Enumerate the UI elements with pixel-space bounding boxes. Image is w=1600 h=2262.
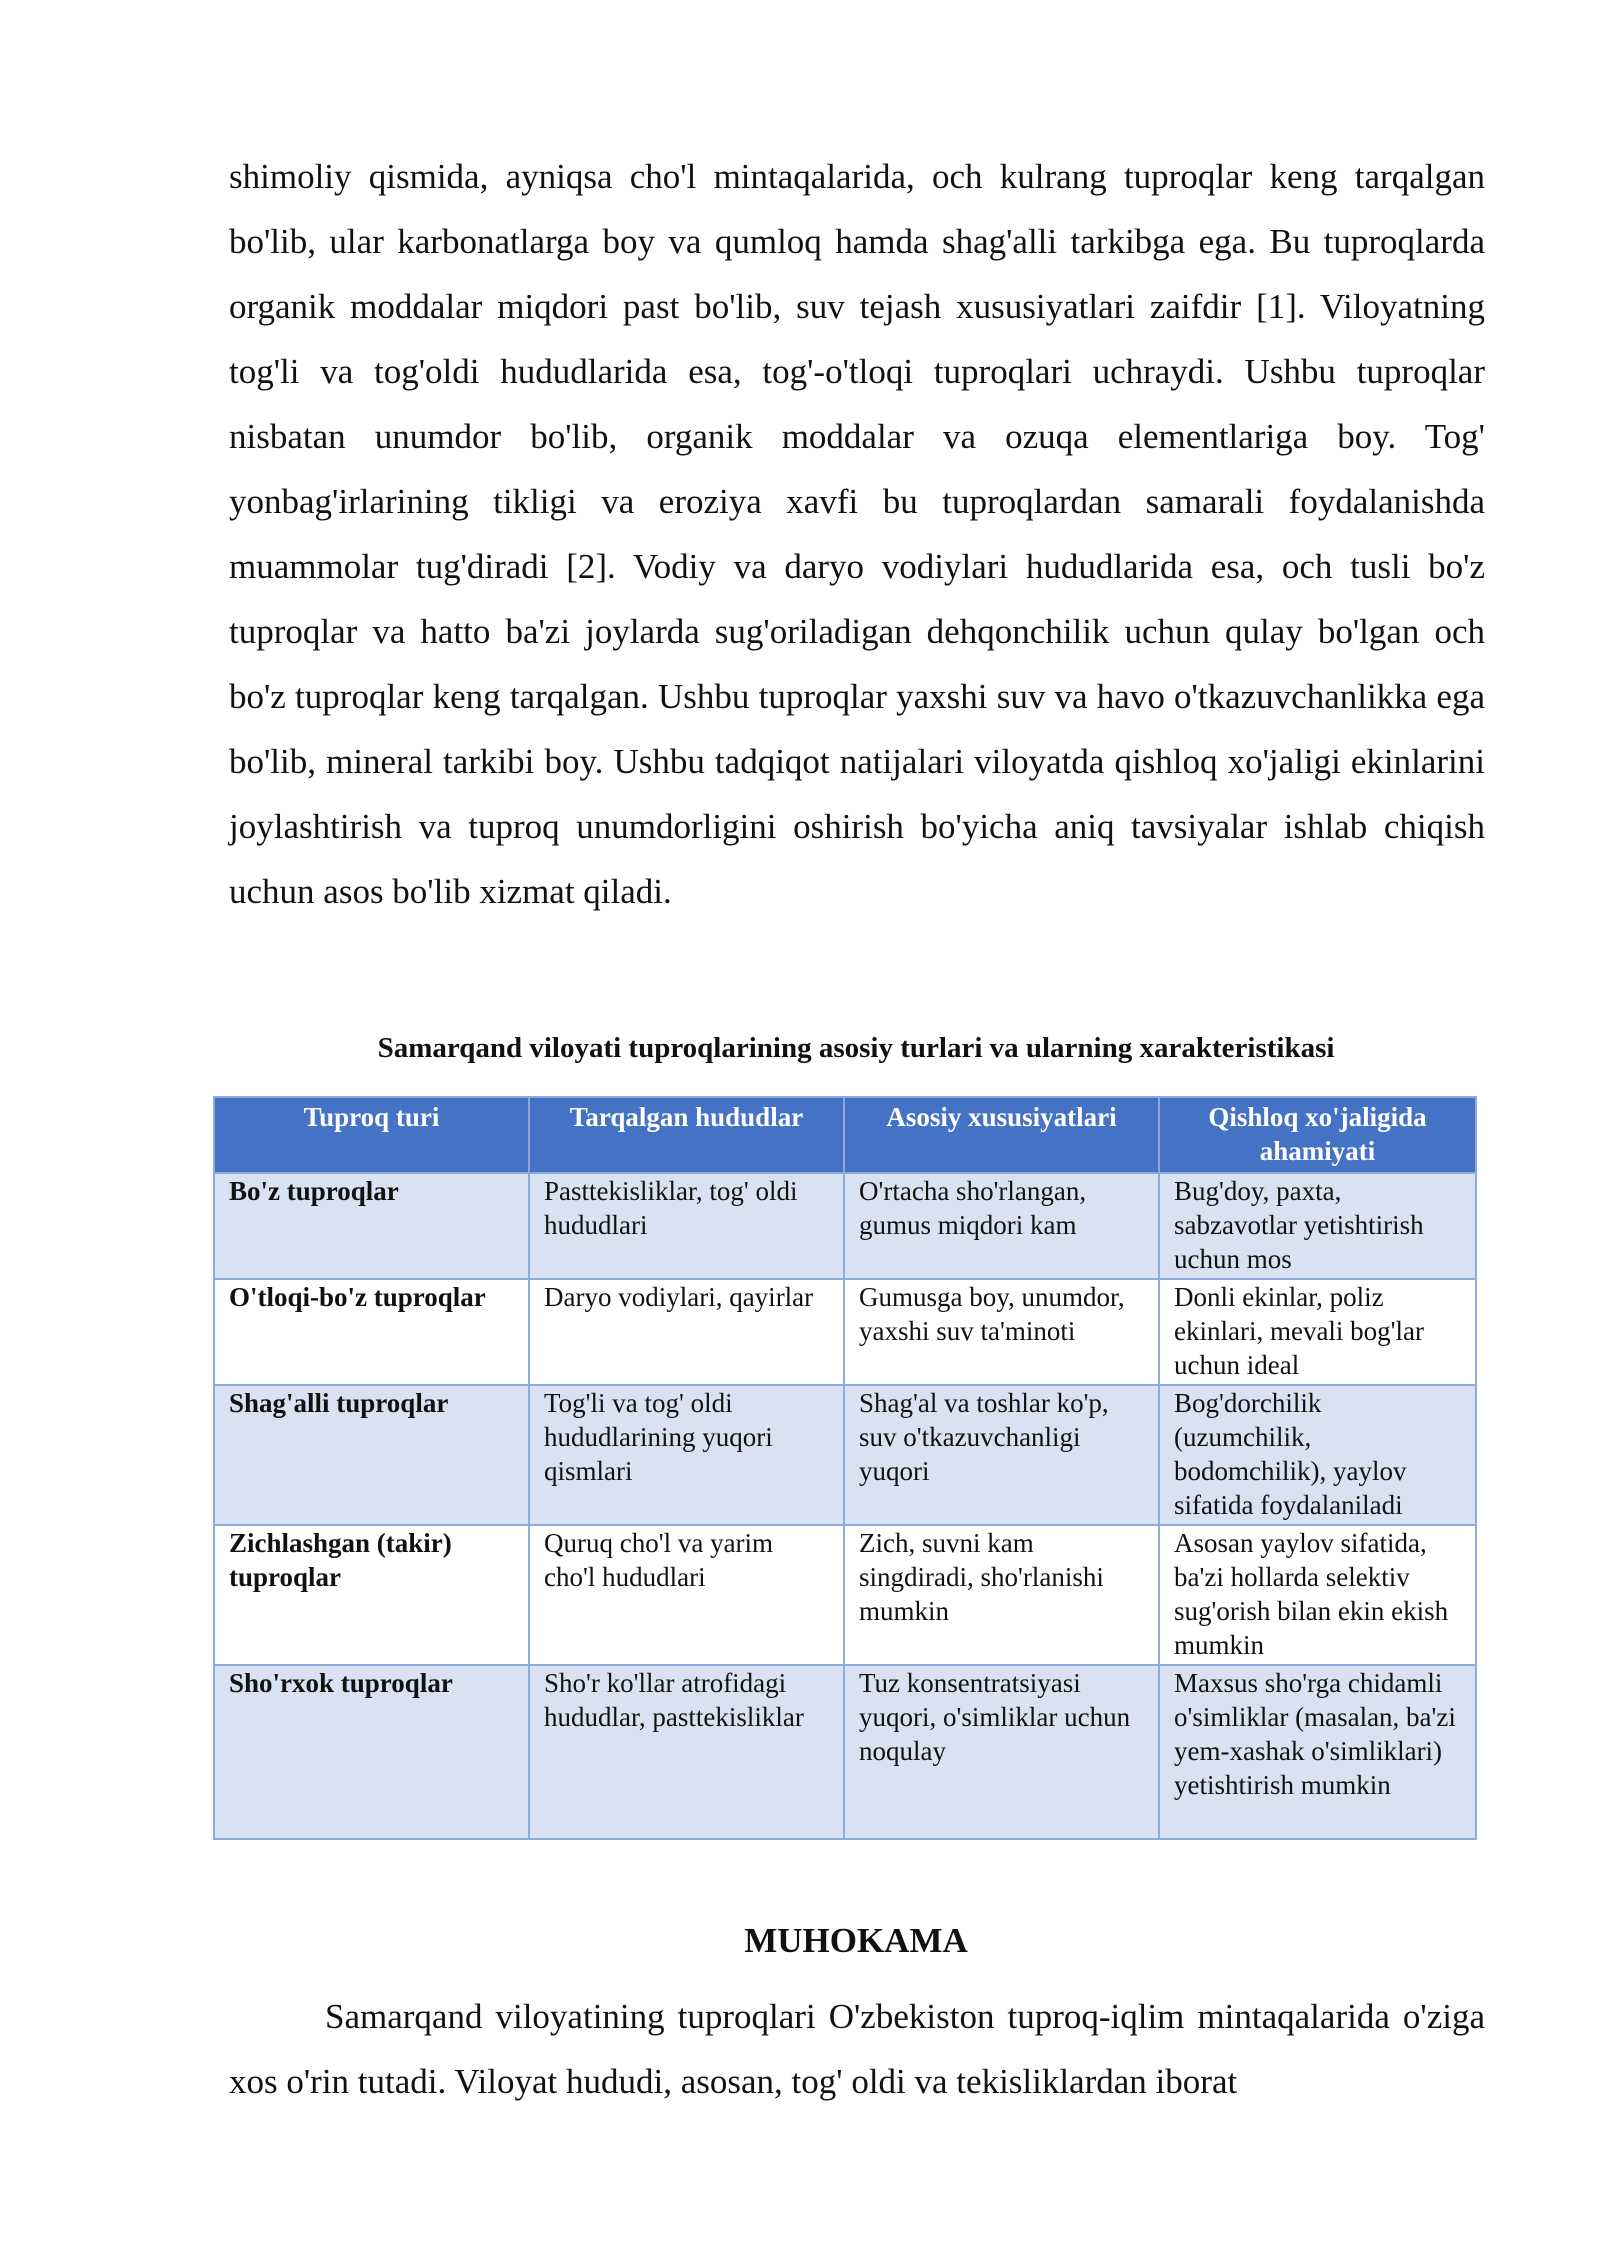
table-row (214, 1279, 1476, 1385)
cell-distribution: Tog'li va tog' oldi hududlarining yuqori qismlari (529, 1385, 844, 1525)
header-main-properties: Asosiy xususiyatlari (844, 1097, 1159, 1173)
cell-properties: O'rtacha sho'rlangan, gumus miqdori kam (844, 1173, 1159, 1279)
cell-importance: Bug'doy, paxta, sabzavotlar yetishtirish uchun mos (1159, 1173, 1476, 1279)
body-paragraph-2: Samarqand viloyatining tuproqlari O'zbekiston tuproq-iqlim mintaqalarida o'ziga xos o'rin tutadi. Viloyat hududi, asosan, tog' oldi va tekisliklardan iborat (229, 1997, 1485, 2101)
cell-soil-type: Zichlashgan (takir) tuproqlar (214, 1525, 529, 1665)
table-row (214, 1173, 1476, 1279)
cell-soil-type: Bo'z tuproqlar (214, 1173, 529, 1279)
cell-importance: Maxsus sho'rga chidamli o'simliklar (masalan, ba'zi yem-xashak o'simliklari) yetishtirish mumkin (1159, 1665, 1476, 1839)
header-distribution-areas: Tarqalgan hududlar (529, 1097, 844, 1173)
cell-properties: Tuz konsentratsiyasi yuqori, o'simliklar uchun noqulay (844, 1665, 1159, 1839)
table-header-row (214, 1097, 1476, 1173)
cell-soil-type: O'tloqi-bo'z tuproqlar (214, 1279, 529, 1385)
cell-soil-type: Sho'rxok tuproqlar (214, 1665, 529, 1839)
cell-distribution: Pasttekisliklar, tog' oldi hududlari (529, 1173, 844, 1279)
cell-distribution: Daryo vodiylari, qayirlar (529, 1279, 844, 1385)
cell-importance: Bog'dorchilik (uzumchilik, bodomchilik), yaylov sifatida foydalaniladi (1159, 1385, 1476, 1525)
table-row (214, 1525, 1476, 1665)
body-paragraph-1: shimoliy qismida, ayniqsa cho'l mintaqalarida, och kulrang tuproqlar keng tarqalgan bo'lib, ular karbonatlarga boy va qumloq hamda shag'alli tarkibga ega. Bu tuproqlarda organik moddalar miqdori past bo'lib, suv tejash xususiyatlari zaifdir [1]. Viloyatning tog'li va tog'oldi hududlarida esa, tog'-o'tloqi tuproqlari uchraydi. Ushbu tuproqlar nisbatan unumdor bo'lib, organik moddalar va ozuqa elementlariga boy. Tog' yonbag'irlarining tikligi va eroziya xavfi bu tuproqlardan samarali foydalanishda muammolar tug'diradi [2]. Vodiy va daryo vodiylari hududlarida esa, och tusli bo'z tuproqlar va hatto ba'zi joylarda sug'oriladigan dehqonchilik uchun qulay bo'lgan och bo'z tuproqlar keng tarqalgan. Ushbu tuproqlar yaxshi suv va havo o'tkazuvchanlikka ega bo'lib, mineral tarkibi boy. Ushbu tadqiqot natijalari viloyatda qishloq xo'jaligi ekinlarini joylashtirish va tuproq unumdorligini oshirish bo'yicha aniq tavsiyalar ishlab chiqish uchun asos bo'lib xizmat qiladi. (229, 157, 1485, 911)
cell-properties: Shag'al va toshlar ko'p, suv o'tkazuvchanligi yuqori (844, 1385, 1159, 1525)
table-caption: Samarqand viloyati tuproqlarining asosiy turlari va ularning xarakteristikasi (377, 1032, 1335, 1064)
table-row (214, 1665, 1476, 1839)
section-heading: MUHOKAMA (744, 1921, 968, 1960)
cell-properties: Gumusga boy, unumdor, yaxshi suv ta'minoti (844, 1279, 1159, 1385)
table-row (214, 1385, 1476, 1525)
cell-distribution: Sho'r ko'llar atrofidagi hududlar, pasttekisliklar (529, 1665, 844, 1839)
cell-properties: Zich, suvni kam singdiradi, sho'rlanishi mumkin (844, 1525, 1159, 1665)
soil-types-table (213, 1096, 1477, 1840)
cell-importance: Donli ekinlar, poliz ekinlari, mevali bog'lar uchun ideal (1159, 1279, 1476, 1385)
cell-soil-type: Shag'alli tuproqlar (214, 1385, 529, 1525)
cell-importance: Asosan yaylov sifatida, ba'zi hollarda selektiv sug'orish bilan ekin ekish mumkin (1159, 1525, 1476, 1665)
header-soil-type: Tuproq turi (214, 1097, 529, 1173)
cell-distribution: Quruq cho'l va yarim cho'l hududlari (529, 1525, 844, 1665)
header-agricultural-importance: Qishloq xo'jaligida ahamiyati (1159, 1097, 1476, 1173)
